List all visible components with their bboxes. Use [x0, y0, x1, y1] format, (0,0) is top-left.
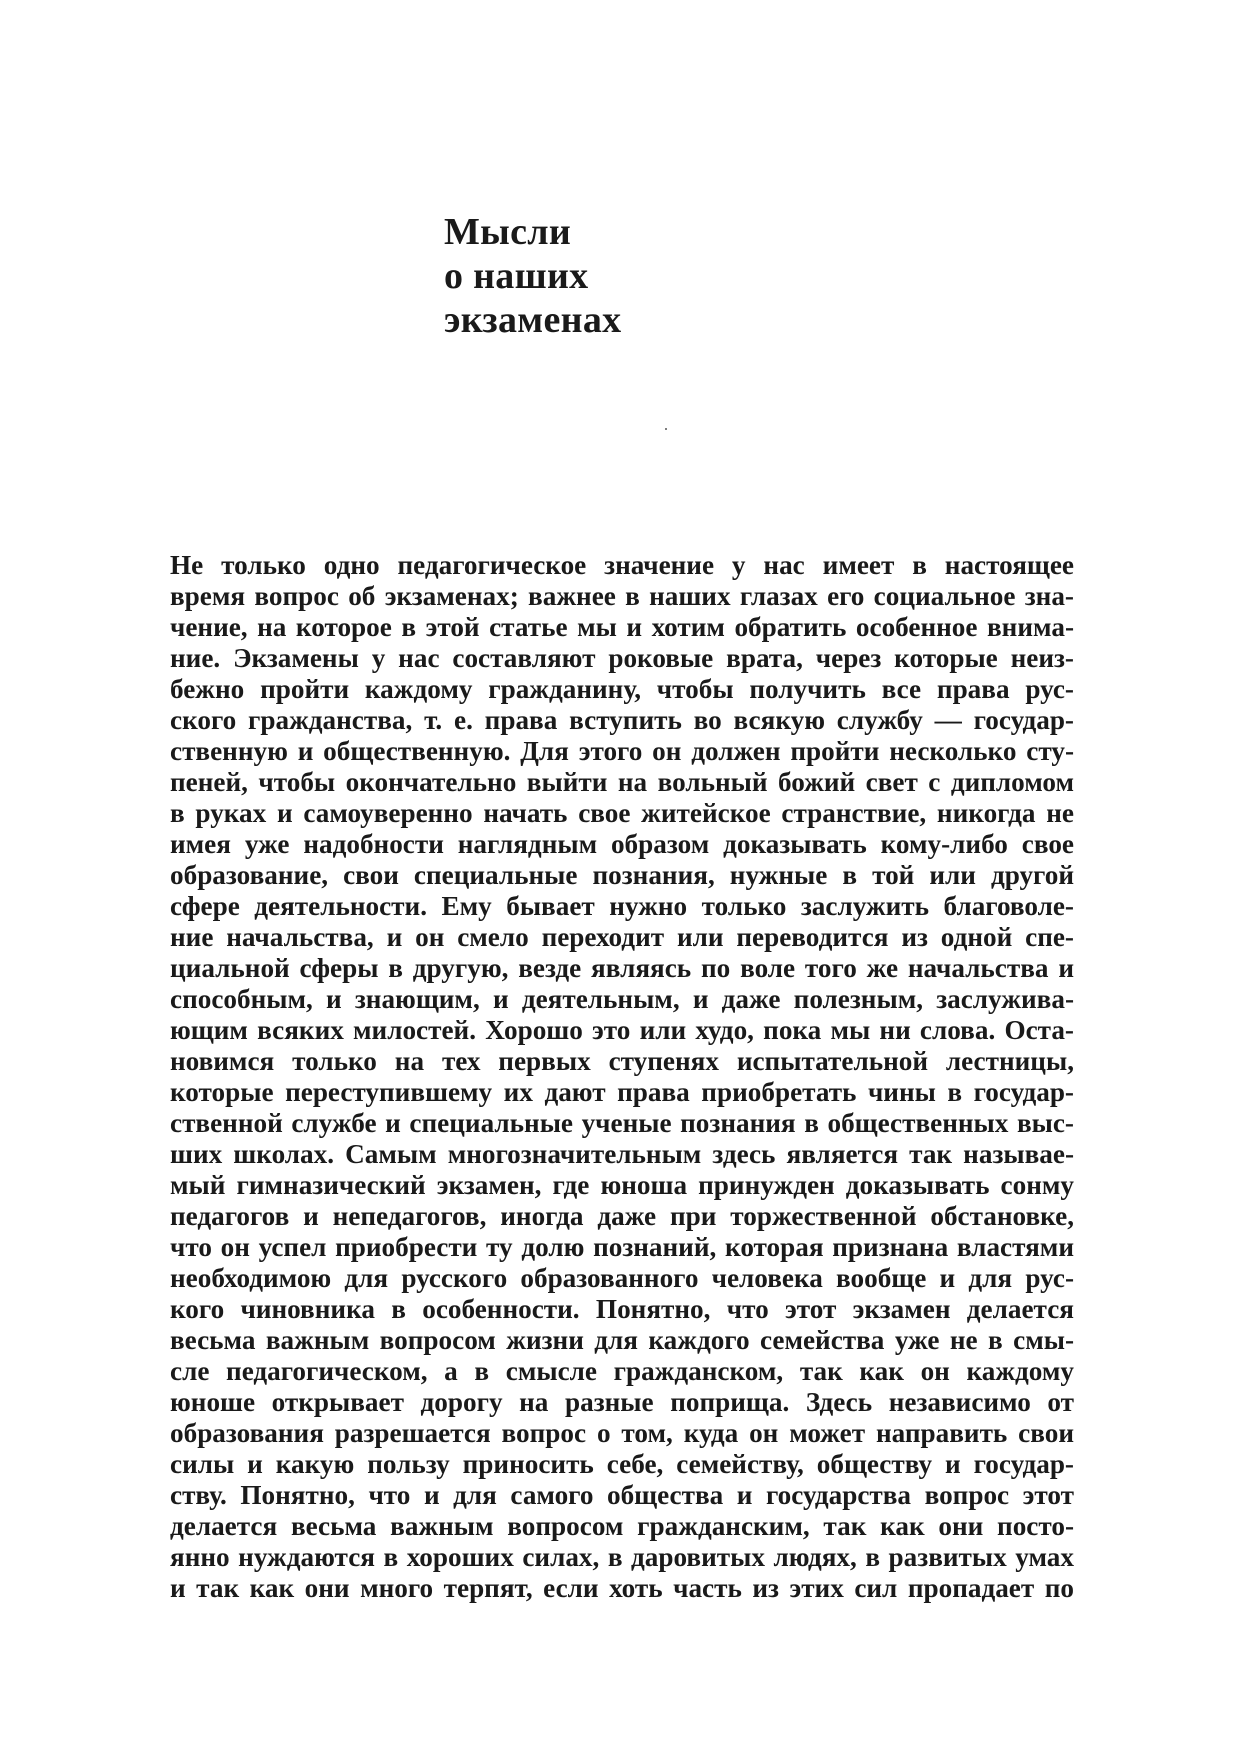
body-line: которые переступившему их дают права приобретать чины в государ- — [170, 1077, 1074, 1107]
body-line: пеней, чтобы окончательно выйти на вольный божий свет с дипломом — [170, 767, 1074, 797]
body-line: бежно пройти каждому гражданину, чтобы получить все права рус- — [170, 674, 1074, 704]
body-line: силы и какую пользу приносить себе, семейству, обществу и государ- — [170, 1449, 1074, 1479]
body-text — [170, 550, 1074, 1604]
body-line: образования разрешается вопрос о том, куда он может направить свои — [170, 1418, 1074, 1448]
body-line: ние начальства, и он смело переходит или переводится из одной спе- — [170, 922, 1074, 952]
body-line: ние. Экзамены у нас составляют роковые врата, через которые неиз- — [170, 643, 1074, 673]
article-title — [444, 210, 864, 342]
body-line: кого чиновника в особенности. Понятно, что этот экзамен делается — [170, 1294, 1074, 1324]
body-line: мый гимназический экзамен, где юноша принужден доказывать сонму — [170, 1170, 1074, 1200]
body-line: циальной сферы в другую, везде являясь по воле того же начальства и — [170, 953, 1074, 983]
body-line: время вопрос об экзаменах; важнее в наших глазах его социальное зна- — [170, 581, 1074, 611]
body-line: ственную и общественную. Для этого он должен пройти несколько сту- — [170, 736, 1074, 766]
body-line: ющим всяких милостей. Хорошо это или худо, пока мы ни слова. Оста- — [170, 1015, 1074, 1045]
body-line: что он успел приобрести ту долю познаний, которая признана властями — [170, 1232, 1074, 1262]
body-line: делается весьма важным вопросом гражданским, так как они посто- — [170, 1511, 1074, 1541]
body-line: ству. Понятно, что и для самого общества и государства вопрос этот — [170, 1480, 1074, 1510]
body-line: юноше открывает дорогу на разные поприща. Здесь независимо от — [170, 1387, 1074, 1417]
body-line: ского гражданства, т. е. права вступить во всякую службу — государ- — [170, 705, 1074, 735]
body-line: чение, на которое в этой статье мы и хотим обратить особенное внима- — [170, 612, 1074, 642]
body-line: необходимою для русского образованного человека вообще и для рус- — [170, 1263, 1074, 1293]
body-line: способным, и знающим, и деятельным, и даже полезным, заслужива- — [170, 984, 1074, 1014]
body-line: имея уже надобности наглядным образом доказывать кому-либо свое — [170, 829, 1074, 859]
body-line: ших школах. Самым многозначительным здесь является так называе- — [170, 1139, 1074, 1169]
body-line: янно нуждаются в хороших силах, в даровитых людях, в развитых умах — [170, 1542, 1074, 1572]
body-line: весьма важным вопросом жизни для каждого семейства уже не в смы- — [170, 1325, 1074, 1355]
title-line-2: о наших — [444, 255, 589, 297]
body-line: новимся только на тех первых ступенях испытательной лестницы, — [170, 1046, 1074, 1076]
body-line: сфере деятельности. Ему бывает нужно только заслужить благоволе- — [170, 891, 1074, 921]
body-line: образование, свои специальные познания, нужные в той или другой — [170, 860, 1074, 890]
print-speck — [665, 428, 667, 430]
body-line: ственной службе и специальные ученые познания в общественных выс- — [170, 1108, 1074, 1138]
body-line: Не только одно педагогическое значение у нас имеет в настоящее — [170, 550, 1074, 580]
body-line: сле педагогическом, а в смысле гражданском, так как он каждому — [170, 1356, 1074, 1386]
body-line: педагогов и непедагогов, иногда даже при торжественной обстановке, — [170, 1201, 1074, 1231]
title-line-1: Мысли — [444, 211, 572, 253]
body-line: и так как они много терпят, если хоть часть из этих сил пропадает по — [170, 1573, 1074, 1603]
body-line: в руках и самоуверенно начать свое житейское странствие, никогда не — [170, 798, 1074, 828]
title-line-3: экзаменах — [444, 299, 622, 341]
